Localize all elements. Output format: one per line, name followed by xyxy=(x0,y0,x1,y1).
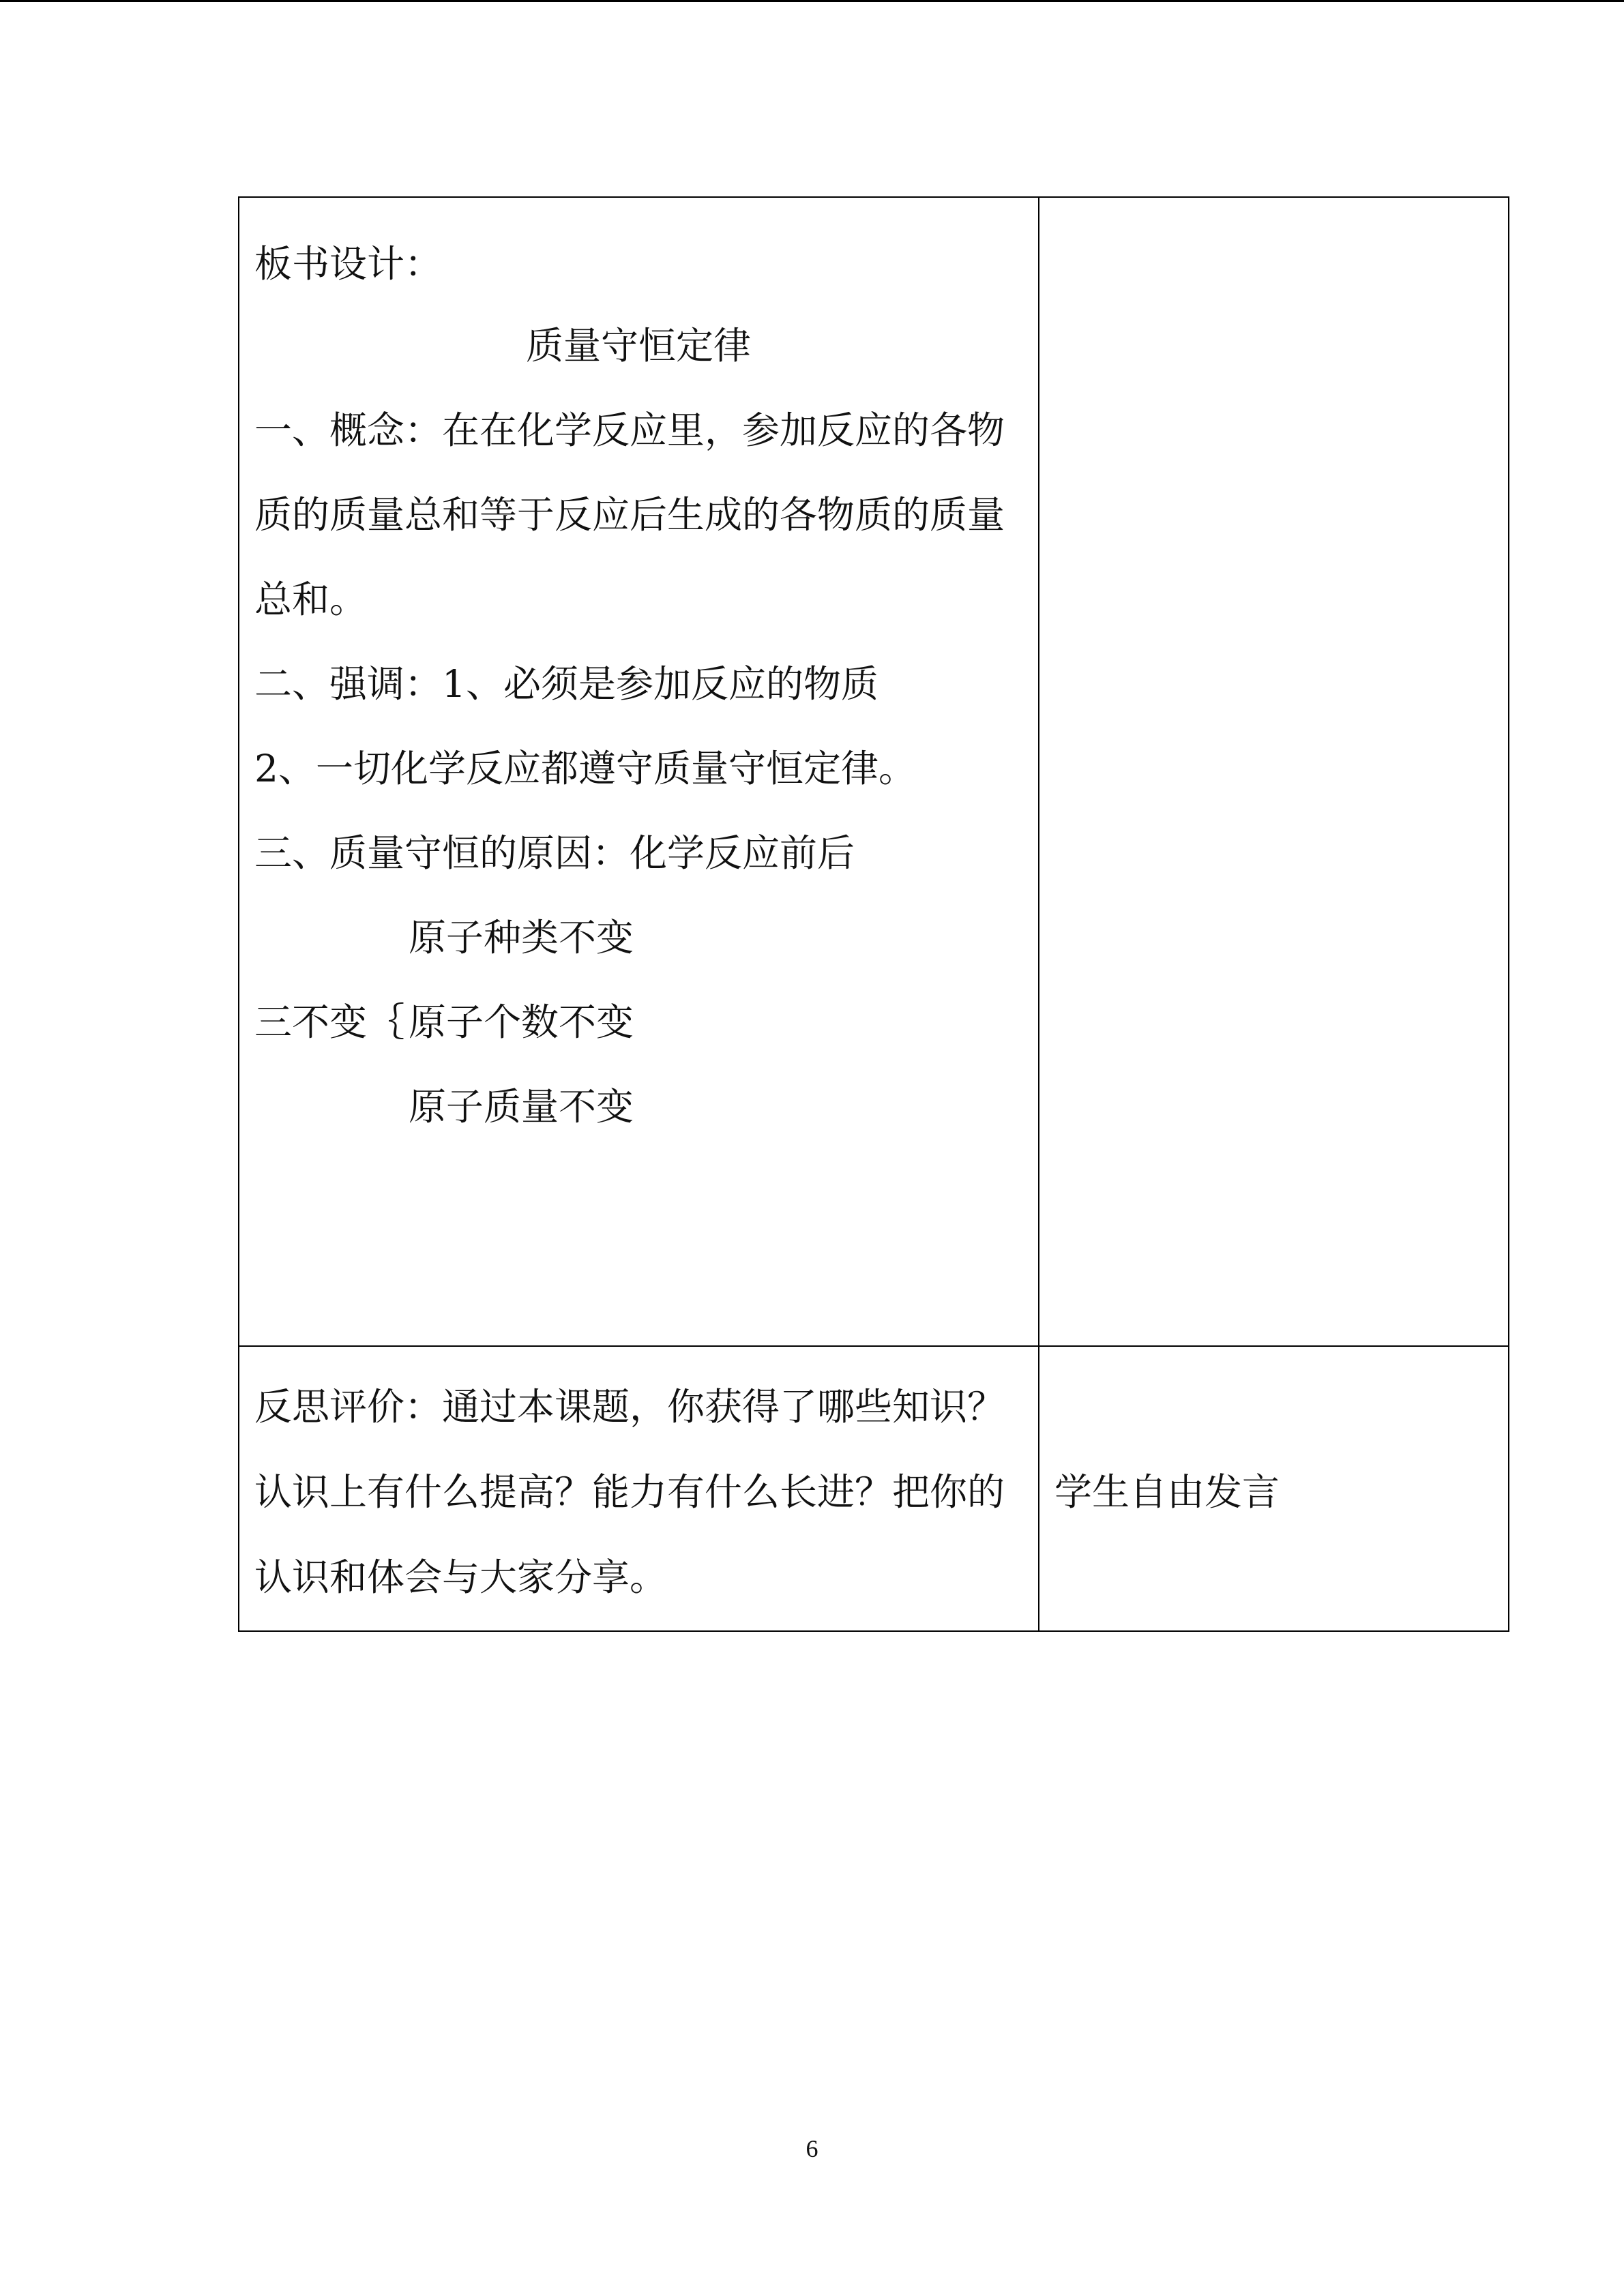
reflection-cell xyxy=(239,1346,1039,1631)
reflection-line-2: 认识上有什么提高？能力有什么长进？把你的 xyxy=(254,1470,1005,1514)
student-activity-cell: 学生自由发言 xyxy=(1039,1346,1509,1631)
board-design-cell xyxy=(239,197,1039,1346)
reflection-line-3: 认识和体会与大家分享。 xyxy=(254,1555,668,1599)
board-design-heading: 板书设计： xyxy=(254,242,443,286)
concept-line-3: 总和。 xyxy=(254,578,368,621)
top-border-line xyxy=(0,0,1624,2)
emphasis-line-2: 2、一切化学反应都遵守质量守恒定律。 xyxy=(254,747,916,790)
page-number: 6 xyxy=(806,2135,818,2162)
reflection-row xyxy=(239,1346,1509,1631)
lesson-plan-table xyxy=(238,196,1509,1632)
emphasis-line-1: 二、强调：1、必须是参加反应的物质 xyxy=(254,662,879,706)
invariant-atom-mass: 原子质量不变 xyxy=(409,1085,634,1129)
invariant-atom-count: 原子个数不变 xyxy=(409,1000,634,1044)
concept-line-2: 质的质量总和等于反应后生成的各物质的质量 xyxy=(254,493,1005,537)
reflection-line-1: 反思评价：通过本课题，你获得了哪些知识？ xyxy=(254,1385,1005,1429)
board-design-notes-cell xyxy=(1039,197,1509,1346)
invariant-label: 三不变｛ xyxy=(254,1000,405,1044)
invariant-atom-type: 原子种类不变 xyxy=(409,916,634,959)
reason-line: 三、质量守恒的原因：化学反应前后 xyxy=(254,831,855,875)
board-design-row xyxy=(239,197,1509,1346)
board-design-title: 质量守恒定律 xyxy=(526,324,752,368)
concept-line-1: 一、概念：在在化学反应里，参加反应的各物 xyxy=(254,408,1005,452)
